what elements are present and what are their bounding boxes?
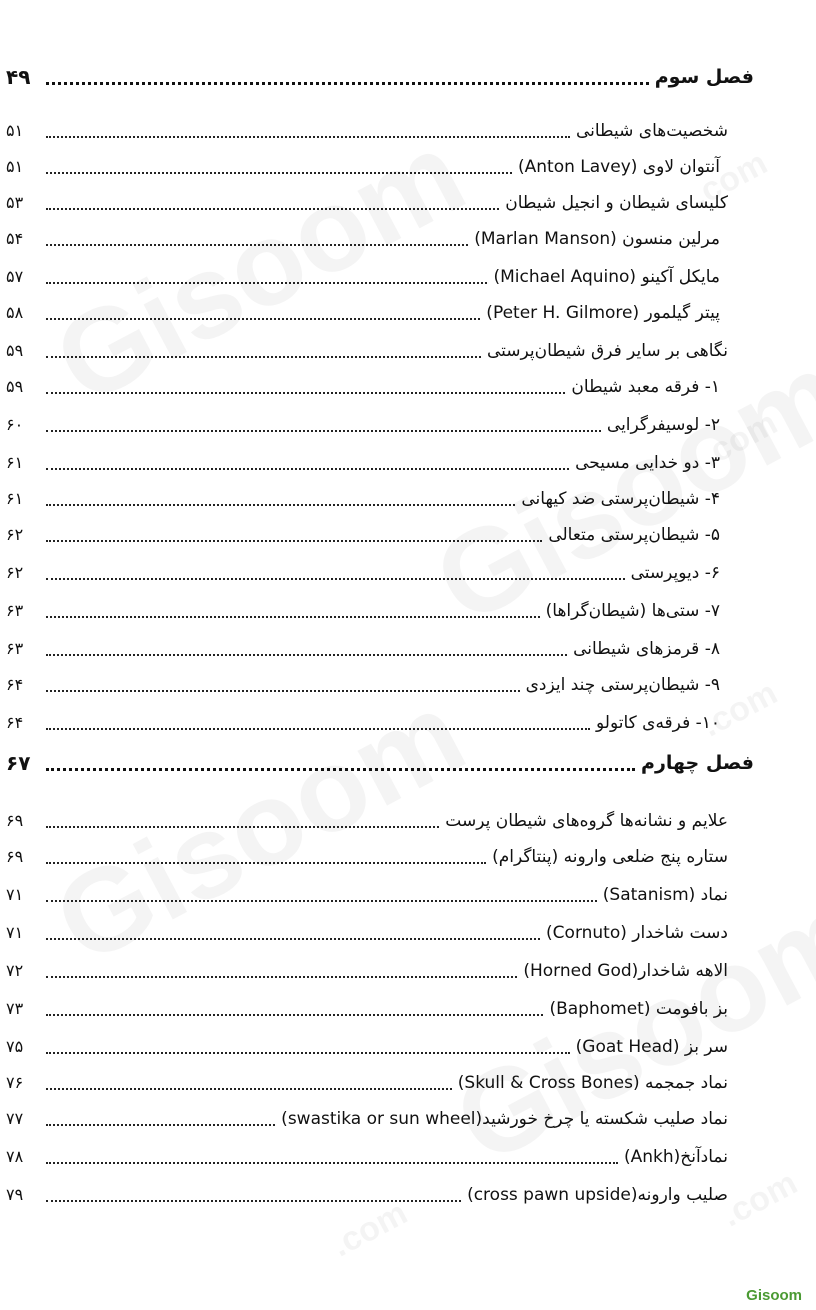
entry-title: دست شاخدار (Cornuto): [546, 923, 728, 943]
entry-title: ۲- لوسیفرگرایی: [606, 415, 720, 435]
page-number: ۵۹: [6, 341, 24, 360]
toc-entry: [6, 448, 728, 478]
toc-entry: [6, 116, 728, 146]
entry-title: آنتوان لاوی (Anton Lavey): [518, 157, 720, 177]
dot-leader: [46, 616, 540, 618]
gisoom-logo: [746, 1287, 802, 1304]
dot-leader: [46, 938, 540, 940]
page-number: ۶۲: [6, 525, 24, 544]
entry-title: شخصیت‌های شیطانی: [575, 121, 728, 141]
toc-entry: [6, 410, 728, 440]
page-number: ۶۳: [6, 639, 24, 658]
dot-leader: [46, 768, 635, 771]
page-number: ۷۳: [6, 999, 24, 1018]
dot-leader: [46, 540, 542, 542]
entry-title: الاهه شاخدار(Horned God): [523, 961, 728, 981]
entry-title: صلیب وارونه(cross pawn upside): [467, 1185, 728, 1205]
entry-title: پیتر گیلمور (Peter H. Gilmore): [486, 303, 720, 323]
dot-leader: [46, 318, 480, 320]
entry-title: نماد جمجمه (Skull & Cross Bones): [457, 1073, 728, 1093]
dot-leader: [46, 282, 487, 284]
watermark-domain: [715, 1164, 803, 1236]
toc-entry: [6, 1142, 728, 1172]
dot-leader: [46, 976, 517, 978]
page-number: ۶۹: [6, 811, 24, 830]
entry-title: ۶- دیوپرستی: [630, 563, 720, 583]
page-number: ۶۴: [6, 675, 24, 694]
page-number: ۵۱: [6, 157, 24, 176]
page-number: ۷۲: [6, 961, 24, 980]
dot-leader: [46, 1124, 275, 1126]
page-number: ۶۳: [6, 601, 24, 620]
dot-leader: [46, 392, 565, 394]
dot-leader: [46, 468, 569, 470]
dot-leader: [46, 654, 567, 656]
dot-leader: [46, 82, 649, 85]
page-number: ۵۸: [6, 303, 24, 322]
entry-title: کلیسای شیطان و انجیل شیطان: [505, 193, 728, 213]
dot-leader: [46, 728, 590, 730]
entry-title: ۵- شیطان‌پرستی متعالی: [548, 525, 720, 545]
logo-text: Gisoom: [746, 1287, 802, 1304]
entry-title: ۷- ستی‌ها (شیطان‌گراها): [545, 601, 720, 621]
dot-leader: [46, 578, 625, 580]
entry-title: سر بز (Goat Head): [575, 1037, 728, 1057]
entry-title: ۸- قرمزهای شیطانی: [573, 639, 720, 659]
toc-entry: [6, 708, 728, 738]
toc-entry: [6, 188, 728, 218]
toc-entry: [6, 956, 728, 986]
dot-leader: [46, 1200, 461, 1202]
entry-title: نماد صلیب شکسته یا چرخ خورشید(swastika or sun wheel): [281, 1109, 728, 1129]
toc-entry: [6, 994, 728, 1024]
toc-entry: [6, 298, 728, 328]
page-number: ۴۹: [6, 65, 31, 89]
page-number: ۷۹: [6, 1185, 24, 1204]
page-number: ۶۰: [6, 415, 24, 434]
page-number: ۵۴: [6, 229, 24, 248]
toc-entry: [6, 596, 728, 626]
dot-leader: [46, 862, 486, 864]
toc-entry: [6, 484, 728, 514]
page-number: ۶۲: [6, 563, 24, 582]
chapter-heading: [6, 748, 754, 778]
entry-title: ۱۰- فرقه‌ی کاتولو: [595, 713, 720, 733]
toc-entry: [6, 1104, 728, 1134]
entry-title: مرلین منسون (Marlan Manson): [474, 229, 720, 249]
entry-title: ۳- دو خدایی مسیحی: [575, 453, 720, 473]
toc-entry: [6, 336, 728, 366]
dot-leader: [46, 826, 439, 828]
dot-leader: [46, 900, 597, 902]
page-number: ۶۱: [6, 453, 24, 472]
entry-title: ۱- فرقه معبد شیطان: [571, 377, 720, 397]
page-number: ۷۱: [6, 923, 24, 942]
page-number: ۷۷: [6, 1109, 24, 1128]
toc-entry: [6, 372, 728, 402]
toc-entry: [6, 224, 728, 254]
entry-title: ستاره پنج ضلعی وارونه (پنتاگرام): [492, 847, 728, 867]
dot-leader: [46, 208, 499, 210]
entry-title: نمادآنخ(Ankh): [623, 1147, 728, 1167]
page-number: ۵۱: [6, 121, 24, 140]
entry-title: فصل سوم: [654, 66, 754, 88]
toc-entry: [6, 1068, 728, 1098]
entry-title: ۴- شیطان‌پرستی ضد کیهانی: [521, 489, 720, 509]
dot-leader: [46, 430, 601, 432]
entry-title: فصل چهارم: [641, 752, 754, 774]
toc-entry: [6, 520, 728, 550]
toc-entry: [6, 918, 728, 948]
page-number: ۷۸: [6, 1147, 24, 1166]
dot-leader: [46, 504, 515, 506]
page-number: ۵۹: [6, 377, 24, 396]
dot-leader: [46, 1088, 452, 1090]
page-number: ۶۹: [6, 847, 24, 866]
dot-leader: [46, 1014, 543, 1016]
toc-entry: [6, 880, 728, 910]
dot-leader: [46, 136, 570, 138]
dot-leader: [46, 690, 520, 692]
page-number: ۷۵: [6, 1037, 24, 1056]
page-number: ۵۷: [6, 267, 24, 286]
dot-leader: [46, 172, 512, 174]
page-number: ۶۴: [6, 713, 24, 732]
toc-entry: [6, 806, 728, 836]
page-number: ۷۱: [6, 885, 24, 904]
toc-entry: [6, 670, 728, 700]
toc-entry: [6, 262, 728, 292]
page-number: ۶۷: [6, 751, 31, 775]
dot-leader: [46, 1052, 570, 1054]
page-number: ۵۳: [6, 193, 24, 212]
entry-title: نماد (Satanism): [602, 885, 728, 905]
entry-title: ۹- شیطان‌پرستی چند ایزدی: [525, 675, 720, 695]
entry-title: مایکل آکینو (Michael Aquino): [493, 267, 720, 287]
toc-entry: [6, 842, 728, 872]
dot-leader: [46, 244, 468, 246]
toc-entry: [6, 634, 728, 664]
toc-entry: [6, 558, 728, 588]
entry-title: علایم و نشانه‌ها گروه‌های شیطان پرست: [445, 811, 728, 831]
dot-leader: [46, 356, 481, 358]
toc-entry: [6, 152, 728, 182]
toc-entry: [6, 1032, 728, 1062]
chapter-heading: [6, 62, 754, 92]
dot-leader: [46, 1162, 618, 1164]
toc-entry: [6, 1180, 728, 1210]
entry-title: نگاهی بر سایر فرق شیطان‌پرستی: [486, 341, 728, 361]
page-number: ۶۱: [6, 489, 24, 508]
entry-title: بز بافومت (Baphomet): [549, 999, 728, 1019]
page-number: ۷۶: [6, 1073, 24, 1092]
